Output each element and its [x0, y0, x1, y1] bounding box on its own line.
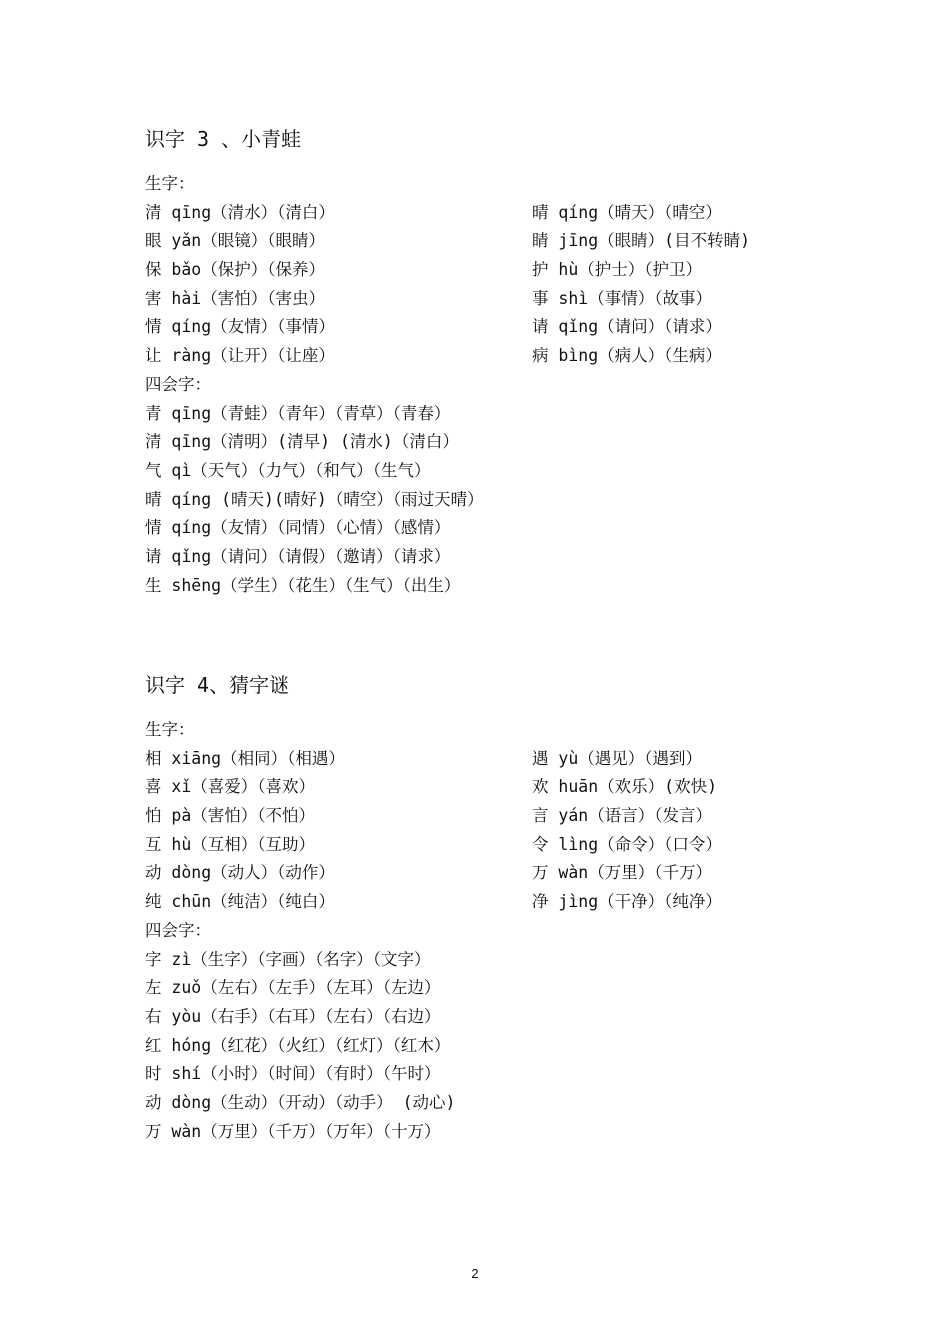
new-char-entry: 晴 qíng（晴天）（晴空） — [532, 202, 722, 222]
write-char-entry: 动 dòng（生动）（开动）（动手） (动心) — [145, 1092, 456, 1112]
new-char-entry: 眼 yǎn（眼镜）（眼睛） — [145, 231, 325, 251]
new-char-entry: 病 bìng（病人）（生病） — [532, 346, 722, 366]
new-chars-label: 生字： — [145, 720, 195, 739]
new-char-entry: 清 qīng（清水）（清白） — [145, 202, 335, 222]
write-char-entry: 时 shí（小时）（时间）（有时）（午时） — [145, 1064, 441, 1084]
write-char-entry: 气 qì（天气）（力气）（和气）（生气） — [145, 460, 431, 480]
new-char-entry: 遇 yù（遇见）（遇到） — [532, 748, 703, 768]
write-char-entry: 万 wàn（万里）（千万）（万年）（十万） — [145, 1121, 441, 1141]
write-char-entry: 右 yòu（右手）（右耳）（左右）（右边） — [145, 1006, 441, 1026]
write-char-entry: 生 shēng（学生）（花生）（生气）（出生） — [145, 575, 461, 595]
new-char-entry: 相 xiāng（相同）（相遇） — [145, 748, 345, 768]
new-char-entry: 纯 chūn（纯洁）（纯白） — [145, 892, 335, 912]
new-char-entry: 互 hù（互相）（互助） — [145, 834, 316, 854]
write-char-entry: 字 zì（生字）（字画）（名字）（文字） — [145, 949, 431, 969]
new-char-entry: 净 jìng（干净）（纯净） — [532, 892, 722, 912]
new-char-entry: 怕 pà（害怕）（不怕） — [145, 806, 316, 826]
new-char-entry: 保 bǎo（保护）（保养） — [145, 260, 325, 280]
new-chars-grid — [145, 199, 865, 371]
write-chars-list — [145, 946, 865, 1147]
write-char-entry: 红 hóng（红花）（火红）（红灯）（红木） — [145, 1035, 451, 1055]
new-char-entry: 言 yán（语言）（发言） — [532, 806, 712, 826]
new-char-entry: 事 shì（事情）（故事） — [532, 288, 712, 308]
write-chars-label: 四会字： — [145, 374, 211, 394]
page-number: 2 — [471, 1266, 479, 1281]
write-char-entry: 青 qīng（青蛙）（青年）（青草）（青春） — [145, 403, 451, 423]
write-chars-label: 四会字： — [145, 920, 211, 940]
new-chars-label: 生字： — [145, 174, 195, 193]
new-char-entry: 令 lìng（命令）（口令） — [532, 834, 722, 854]
write-char-entry: 清 qīng（清明）(清早) (清水)（清白） — [145, 432, 459, 452]
lesson-section-4 — [145, 668, 865, 1146]
section-heading: 识字 4、猜字谜 — [145, 673, 290, 697]
new-char-entry: 请 qǐng（请问）（请求） — [532, 317, 722, 337]
section-heading: 识字 3 、小青蛙 — [145, 127, 302, 151]
new-char-entry: 喜 xǐ（喜爱）（喜欢） — [145, 777, 316, 797]
new-char-entry: 护 hù（护士）（护卫） — [532, 260, 703, 280]
write-char-entry: 请 qǐng（请问）（请假）（邀请）（请求） — [145, 546, 451, 566]
write-char-entry: 情 qíng（友情）（同情）（心情）（感情） — [145, 518, 451, 538]
new-char-entry: 睛 jīng（眼睛）(目不转睛) — [532, 231, 751, 251]
new-char-entry: 万 wàn（万里）（千万） — [532, 863, 712, 883]
write-chars-list — [145, 400, 865, 601]
new-char-entry: 欢 huān（欢乐）(欢快) — [532, 777, 718, 797]
new-char-entry: 让 ràng（让开）（让座） — [145, 346, 335, 366]
new-char-entry: 情 qíng（友情）（事情） — [145, 317, 335, 337]
write-char-entry: 左 zuǒ（左右）（左手）（左耳）（左边） — [145, 978, 441, 998]
new-char-entry: 害 hài（害怕）（害虫） — [145, 288, 325, 308]
write-char-entry: 晴 qíng (晴天)(晴好)（晴空）（雨过天晴） — [145, 489, 484, 509]
lesson-section-3 — [145, 122, 865, 600]
new-char-entry: 动 dòng（动人）（动作） — [145, 863, 335, 883]
new-chars-grid — [145, 745, 865, 917]
